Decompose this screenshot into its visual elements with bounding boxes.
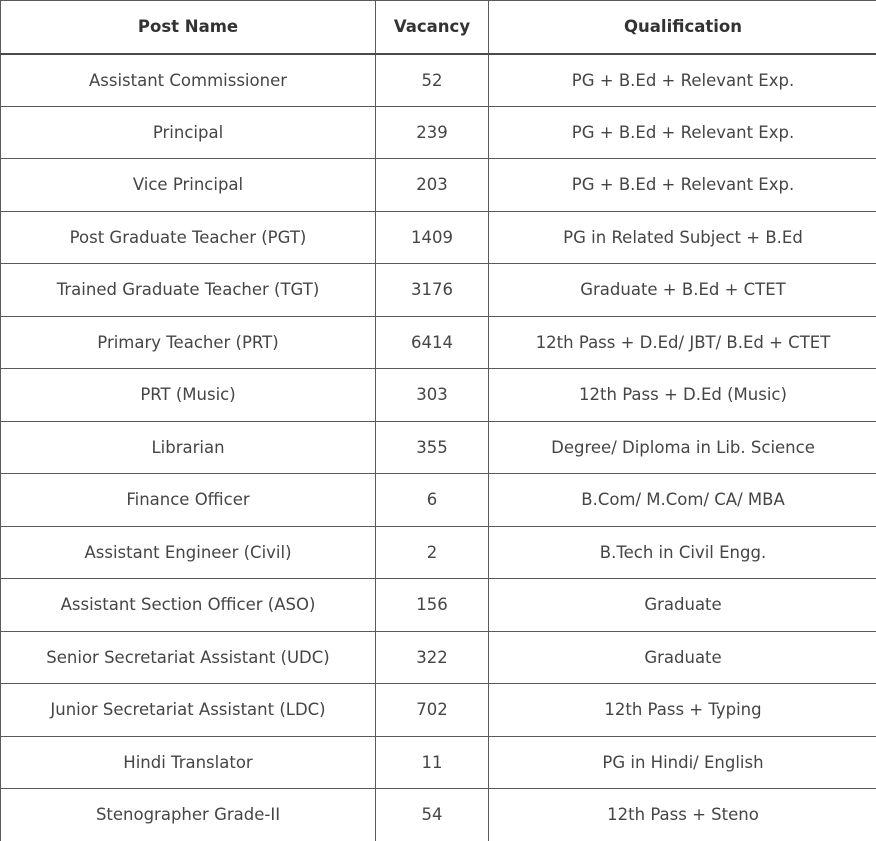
table-row	[1, 369, 876, 422]
cell-qualification: Graduate	[489, 631, 876, 684]
header-vacancy: Vacancy	[376, 1, 489, 54]
cell-post-name: Trained Graduate Teacher (TGT)	[1, 264, 376, 317]
header-post-name: Post Name	[1, 1, 376, 54]
cell-qualification: PG in Hindi/ English	[489, 736, 876, 789]
cell-qualification: B.Com/ M.Com/ CA/ MBA	[489, 474, 876, 527]
cell-post-name: Senior Secretariat Assistant (UDC)	[1, 631, 376, 684]
table-row	[1, 789, 876, 841]
cell-vacancy: 1409	[376, 211, 489, 264]
cell-post-name: Finance Officer	[1, 474, 376, 527]
table-row	[1, 631, 876, 684]
cell-post-name: Librarian	[1, 421, 376, 474]
table-row	[1, 211, 876, 264]
cell-vacancy: 303	[376, 369, 489, 422]
cell-vacancy: 2	[376, 526, 489, 579]
cell-vacancy: 11	[376, 736, 489, 789]
cell-post-name: Stenographer Grade-II	[1, 789, 376, 841]
table-row	[1, 54, 876, 107]
cell-vacancy: 52	[376, 54, 489, 107]
cell-vacancy: 54	[376, 789, 489, 841]
table-row	[1, 526, 876, 579]
cell-post-name: Assistant Section Officer (ASO)	[1, 579, 376, 632]
cell-post-name: Hindi Translator	[1, 736, 376, 789]
cell-post-name: Junior Secretariat Assistant (LDC)	[1, 684, 376, 737]
cell-qualification: Degree/ Diploma in Lib. Science	[489, 421, 876, 474]
table-row	[1, 159, 876, 212]
cell-post-name: Assistant Engineer (Civil)	[1, 526, 376, 579]
table-row	[1, 684, 876, 737]
table-row	[1, 736, 876, 789]
cell-qualification: PG + B.Ed + Relevant Exp.	[489, 106, 876, 159]
cell-post-name: Vice Principal	[1, 159, 376, 212]
cell-qualification: 12th Pass + D.Ed (Music)	[489, 369, 876, 422]
cell-post-name: Post Graduate Teacher (PGT)	[1, 211, 376, 264]
cell-qualification: Graduate + B.Ed + CTET	[489, 264, 876, 317]
cell-qualification: PG + B.Ed + Relevant Exp.	[489, 54, 876, 107]
cell-vacancy: 156	[376, 579, 489, 632]
cell-qualification: PG + B.Ed + Relevant Exp.	[489, 159, 876, 212]
cell-qualification: 12th Pass + Typing	[489, 684, 876, 737]
cell-qualification: PG in Related Subject + B.Ed	[489, 211, 876, 264]
cell-vacancy: 203	[376, 159, 489, 212]
cell-vacancy: 702	[376, 684, 489, 737]
cell-vacancy: 6414	[376, 316, 489, 369]
cell-qualification: B.Tech in Civil Engg.	[489, 526, 876, 579]
table-row	[1, 474, 876, 527]
table-row	[1, 421, 876, 474]
cell-post-name: Principal	[1, 106, 376, 159]
cell-vacancy: 355	[376, 421, 489, 474]
table-header-row	[1, 1, 876, 54]
cell-vacancy: 6	[376, 474, 489, 527]
cell-vacancy: 239	[376, 106, 489, 159]
header-qualification: Qualification	[489, 1, 876, 54]
cell-vacancy: 3176	[376, 264, 489, 317]
cell-post-name: PRT (Music)	[1, 369, 376, 422]
cell-qualification: 12th Pass + D.Ed/ JBT/ B.Ed + CTET	[489, 316, 876, 369]
cell-post-name: Assistant Commissioner	[1, 54, 376, 107]
cell-post-name: Primary Teacher (PRT)	[1, 316, 376, 369]
cell-vacancy: 322	[376, 631, 489, 684]
table-row	[1, 316, 876, 369]
table-row	[1, 264, 876, 317]
cell-qualification: 12th Pass + Steno	[489, 789, 876, 841]
table-row	[1, 106, 876, 159]
cell-qualification: Graduate	[489, 579, 876, 632]
table-row	[1, 579, 876, 632]
